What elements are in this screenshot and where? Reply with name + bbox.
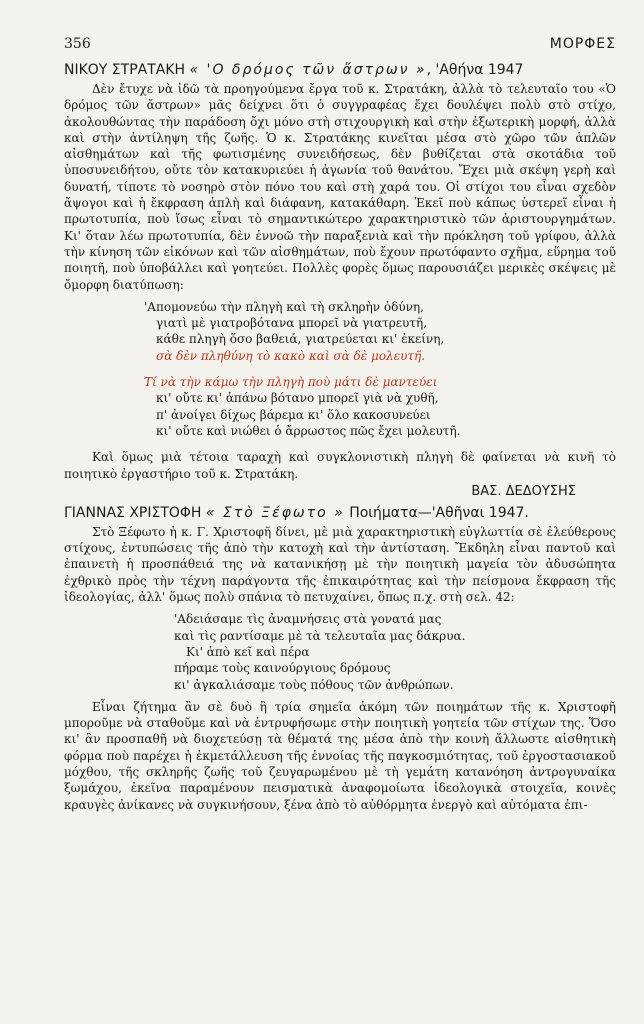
poem-line: κι' οὔτε καὶ νιώθει ὁ ἄρρωστος πῶς ἔχει μολευτῆ. <box>156 423 461 438</box>
poem-line: καὶ τὶς ραντίσαμε μὲ τὰ τελευταῖα μας δάκρυα. <box>174 628 466 643</box>
poem-line: σὰ δὲν πληθύνη τὸ κακὸ καὶ σὰ δὲ μολευτῆ. <box>156 348 426 363</box>
review-book-title: « 'Ο δρόμος τῶν ἄστρων » <box>189 62 427 78</box>
poem-block <box>144 299 616 439</box>
poem-line: Κι' ἀπὸ κεῖ καὶ πέρα <box>186 644 310 659</box>
running-header <box>64 36 616 52</box>
poem-stanza <box>144 374 616 439</box>
review-book-title: « Στὸ Ξέφωτο » <box>205 504 345 521</box>
poem-block <box>174 611 616 692</box>
review-author: ΝΙΚΟΥ ΣΤΡΑΤΑΚΗ <box>64 62 186 78</box>
review-paragraph: Καὶ ὅμως μιὰ τέτοια ταραχὴ καὶ συγκλονιστικὴ πληγὴ δὲ φαίνεται νὰ κινῆ τὸ ποιητικὸ ἐργαστήριο τοῦ κ. Στρατάκη. <box>64 450 616 481</box>
journal-title: ΜΟΡΦΕΣ <box>549 36 616 52</box>
review-paragraph: Στὸ Ξέφωτο ἡ κ. Γ. Χριστοφῆ δίνει, μὲ μιὰ χαρακτηριστικὴ εὐγλωττία σὲ ἐλεύθερους στίχους, ἐντυπώσεις τῆς ἀπὸ τὴν κατοχὴ καὶ τὴν ἀντίσταση. Ἔκδηλη εἶναι παντοῦ καὶ ἐπαινετὴ ἡ προσπάθειά της νὰ κατανικήσῃ μὲ τὴν ποιητικὴ μαγεία τὸν ἀδυσώπητα ἐχθρικὸ πρὸς τὴν τέχνη παράγοντα τῆς ἐπικαιρότητας καὶ τὴν πείσμονα ἔκφραση τῆς ἰδεολογίας, ἀλλ' ὅμως πολὺ σπάνια τὸ πετυχαίνει, ὅπως π.χ. στὴ σελ. 42: <box>64 524 616 605</box>
poem-line: κάθε πληγὴ ὅσο βαθειά, γιατρεύεται κι' ἐκείνη, <box>156 332 445 347</box>
poem-line: κι' ἀγκαλιάσαμε τοὺς πόθους τῶν ἀνθρώπων. <box>174 677 454 692</box>
review-author: ΓΙΑΝΝΑΣ ΧΡΙΣΤΟΦΗ <box>64 504 202 521</box>
review-heading-1 <box>64 62 616 79</box>
review-place-year: , 'Αθήνα 1947 <box>426 62 524 78</box>
poem-line: 'Αδειάσαμε τὶς ἀναμνήσεις στὰ γονατά μας <box>174 612 442 627</box>
page-number: 356 <box>64 36 91 52</box>
review-place-year: Ποιήματα—'Αθῆναι 1947. <box>344 504 529 521</box>
poem-stanza <box>144 299 616 364</box>
review-paragraph: Δὲν ἔτυχε νὰ ἰδῶ τὰ προηγούμενα ἔργα τοῦ κ. Στρατάκη, ἀλλὰ τὸ τελευταῖο του «Ὁ δρόμος τῶν ἄστρων» μᾶς δείχνει ὅτι ὁ συγγραφέας ἔχει δουλέψει πολὺ στὸ στίχο, ἀκολουθώντας τὴν παράδοση ὄχι μόνο στὴ στιχουργικὴ καὶ στὴν ἐξωτερικὴ μορφή, ἀλλὰ καὶ στὴν ἀντίληψη τῆς ζωῆς. Ὁ κ. Στρατάκης κινεῖται μέσα στὸ χῶρο τῶν ἁπλῶν αἰσθημάτων καὶ τῆς φωτισμένης συνειδήσεως, δὲν βυθίζεται στὰ σκοτάδια τοῦ ὑποσυνειδήτου, οὔτε τὸν κατακυριεύει ἡ ἀγωνία τοῦ θανάτου. Ἔχει μιὰ σκέψη γερὴ καὶ δυνατή, τίποτε τὸ νοσηρὸ στὸν πόνο του καὶ στὴ χαρά του. Οἱ στίχοι του εἶναι σχεδὸν ἄψογοι καὶ ἡ ἔκφραση ἁπλὴ καὶ διάφανη, κατακάθαρη. Ἐκεῖ ποὺ κάπως ὑστερεῖ εἶναι ἡ πρωτοτυπία, ποὺ ἴσως εἶναι τὸ σημαντικώτερο χαρακτηριστικὸ τῶν ἀριστουργημάτων. Κι' ὅταν λέω πρωτοτυπία, δὲν ἐννοῶ τὴν παραξενιὰ καὶ τὴν πρόκληση τοῦ γρίφου, ἀλλὰ τὴν κίνηση τῶν εἰκόνων καὶ τῶν αἰσθημάτων, ποὺ ἔχουν πρωτόφαντο σχῆμα, εὕρημα τοῦ ποιητῆ, ποὺ ὑποβάλλει καὶ γοητεύει. Πολλὲς φορὲς ὅμως παρουσιάζει μερικὲς σκέψεις μὲ ὄμορφη διατύπωση: <box>64 82 616 292</box>
review-heading-2 <box>64 505 616 522</box>
review-signature: ΒΑΣ. ΔΕΔΟΥΣΗΣ <box>471 483 576 499</box>
review-paragraph: Εἶναι ζήτημα ἂν σὲ δυὸ ἢ τρία σημεῖα ἀκόμη τῶν ποιημάτων τῆς κ. Χριστοφῆ μποροῦμε νὰ σταθοῦμε καὶ νὰ ἐντρυφήσωμε στὴν ποιητικὴ γοητεία τῶν στίχων της. Ὅσο κι' ἂν προσπαθῆ νὰ διοχετεύσῃ τὰ θέματά της μέσα ἀπὸ τὴν κοινὴ ἄλλωστε αἰσθητικὴ φόρμα ποὺ παρέχει ἡ ἐκμετάλλευση τῆς ἐννοίας τῆς παγκοσμιότητας, τοῦ ἐργοστασιακοῦ μόχθου, τῆς σκληρῆς ζωῆς τοῦ ζευγαρωμένου μὲ τὴ γεμάτη κατανόηση ἀντρογυναίκα ξωμάχου, ἐκεῖνα παραμένουν πεισματικὰ ἀναφομοίωτα ἰδεολογικὰ στοιχεῖα, κοινὲς κραυγὲς ἀνίκανες νὰ συγκινήσουν, ξένα ἀπὸ τὸ αὐθόρμητα ἐνεργὸ καὶ αὐτόματα ἐπι- <box>64 699 616 812</box>
poem-line: κι' οὔτε κι' ἀπάνω βότανο μπορεῖ γιὰ νὰ χυθῆ, <box>156 391 439 406</box>
poem-line: γιατὶ μὲ γιατροβότανα μπορεῖ νὰ γιατρευτῆ, <box>156 316 427 331</box>
poem-line: π' ἀνοίγει δίχως βάρεμα κι' ὅλο κακοσυνεύει <box>156 407 431 422</box>
poem-line: 'Απομονεύω τὴν πληγὴ καὶ τὴ σκληρὴν ὀδύνη, <box>144 299 424 314</box>
poem-line: πήραμε τοὺς καινούργιους δρόμους <box>174 661 391 676</box>
poem-line: Τί νὰ τὴν κάμω τὴν πληγὴ ποὺ μάτι δὲ μαντεύει <box>144 375 438 390</box>
